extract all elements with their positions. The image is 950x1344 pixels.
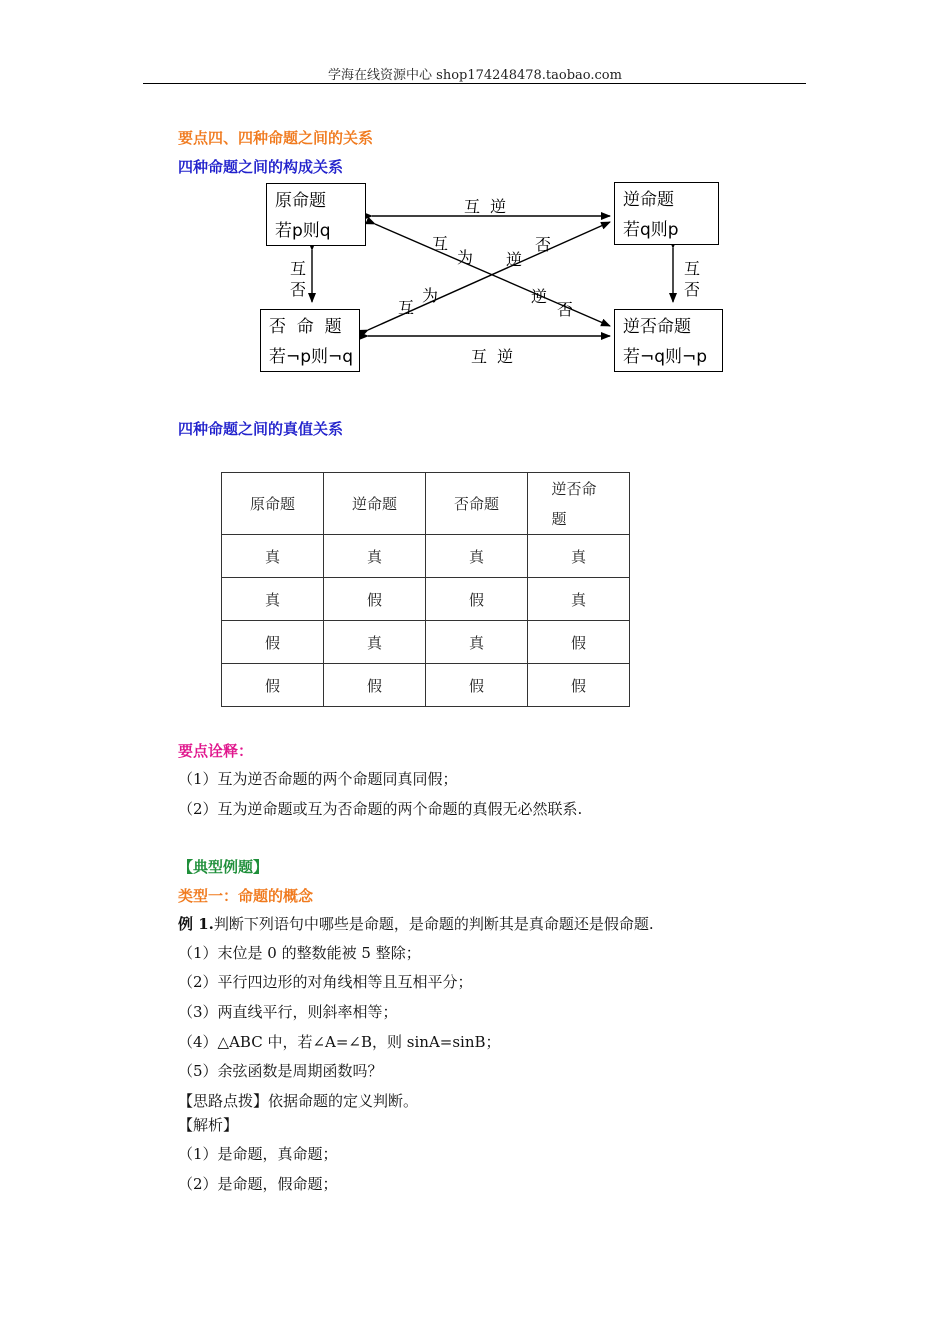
label-left-2: 否 — [290, 280, 307, 299]
examples-title: 【典型例题】 — [178, 858, 269, 876]
box-original-title: 原命题 — [275, 191, 326, 211]
box-inverse — [260, 309, 360, 372]
label-diag-a3: 逆 — [506, 250, 523, 269]
box-converse — [614, 182, 719, 245]
example-item-4: （4）△ABC 中，若∠A=∠B，则 sinA=sinB； — [178, 1033, 501, 1051]
example-item-2: （2）平行四边形的对角线相等且互相平分； — [178, 973, 473, 991]
note-item-2: （2）互为逆命题或互为否命题的两个命题的真假无必然联系. — [178, 800, 583, 818]
box-original-formula: 若p则q — [275, 221, 331, 241]
label-diag-b1: 互 — [398, 298, 415, 317]
label-diag-b3: 逆 — [531, 287, 548, 306]
truth-cell: 真 — [426, 535, 528, 578]
box-original — [266, 183, 366, 246]
truth-header-row — [222, 473, 630, 535]
truth-cell: 真 — [528, 535, 630, 578]
label-top: 互 逆 — [464, 197, 507, 216]
box-contrapositive-title: 逆否命题 — [623, 317, 691, 337]
notes-title: 要点诠释： — [178, 742, 254, 760]
truth-table — [221, 472, 630, 707]
truth-header-cell: 原命题 — [222, 473, 324, 535]
truth-cell: 真 — [222, 535, 324, 578]
truth-cell: 假 — [222, 621, 324, 664]
type-title: 类型一：命题的概念 — [178, 887, 314, 905]
hint: 【思路点拨】依据命题的定义判断。 — [178, 1092, 419, 1110]
page-header: 学海在线资源中心 shop174248478.taobao.com — [328, 68, 622, 83]
truth-header-text: 逆否命题 — [551, 479, 597, 528]
truth-row — [222, 578, 630, 621]
label-right-2: 否 — [684, 280, 701, 299]
truth-row — [222, 664, 630, 707]
truth-header-cell — [528, 473, 630, 535]
label-diag-a1: 互 — [432, 234, 449, 253]
truth-cell: 假 — [324, 664, 426, 707]
label-diag-b2: 为 — [422, 286, 439, 305]
answer-1: （1）是命题，真命题； — [178, 1145, 338, 1163]
note-item-1: （1）互为逆否命题的两个命题同真同假； — [178, 770, 458, 788]
example-text: 判断下列语句中哪些是命题，是命题的判断其是真命题还是假命题. — [213, 915, 654, 933]
truth-cell: 真 — [426, 621, 528, 664]
section-title: 要点四、四种命题之间的关系 — [178, 129, 374, 147]
truth-cell: 假 — [528, 621, 630, 664]
truth-row — [222, 535, 630, 578]
box-contrapositive-formula: 若¬q则¬p — [623, 347, 708, 367]
truth-cell: 假 — [426, 664, 528, 707]
box-contrapositive — [614, 309, 723, 372]
label-right-1: 互 — [684, 259, 701, 278]
solution-label: 【解析】 — [178, 1116, 239, 1134]
label-left-1: 互 — [290, 259, 307, 278]
example-item-5: （5）余弦函数是周期函数吗？ — [178, 1062, 383, 1080]
truth-cell: 真 — [324, 621, 426, 664]
example-label: 例 1. — [178, 915, 214, 933]
truth-header-cell: 逆命题 — [324, 473, 426, 535]
truth-cell: 假 — [222, 664, 324, 707]
label-diag-b4: 否 — [557, 300, 574, 319]
truth-cell: 假 — [324, 578, 426, 621]
box-converse-formula: 若q则p — [623, 220, 679, 240]
box-inverse-formula: 若¬p则¬q — [269, 347, 354, 367]
example-1 — [178, 913, 654, 934]
truth-row — [222, 621, 630, 664]
truth-cell: 真 — [324, 535, 426, 578]
truth-cell: 假 — [528, 664, 630, 707]
label-diag-a2: 为 — [457, 248, 474, 267]
answer-2: （2）是命题，假命题； — [178, 1175, 338, 1193]
truth-heading: 四种命题之间的真值关系 — [178, 420, 344, 438]
example-item-1: （1）末位是 0 的整数能被 5 整除； — [178, 944, 421, 962]
truth-cell: 假 — [426, 578, 528, 621]
structure-heading: 四种命题之间的构成关系 — [178, 158, 344, 176]
label-diag-a4: 否 — [535, 235, 552, 254]
box-inverse-title: 否 命 题 — [269, 317, 342, 337]
example-item-3: （3）两直线平行，则斜率相等； — [178, 1003, 398, 1021]
truth-header-cell: 否命题 — [426, 473, 528, 535]
box-converse-title: 逆命题 — [623, 190, 674, 210]
label-bottom: 互 逆 — [471, 347, 514, 366]
truth-cell: 真 — [528, 578, 630, 621]
truth-cell: 真 — [222, 578, 324, 621]
